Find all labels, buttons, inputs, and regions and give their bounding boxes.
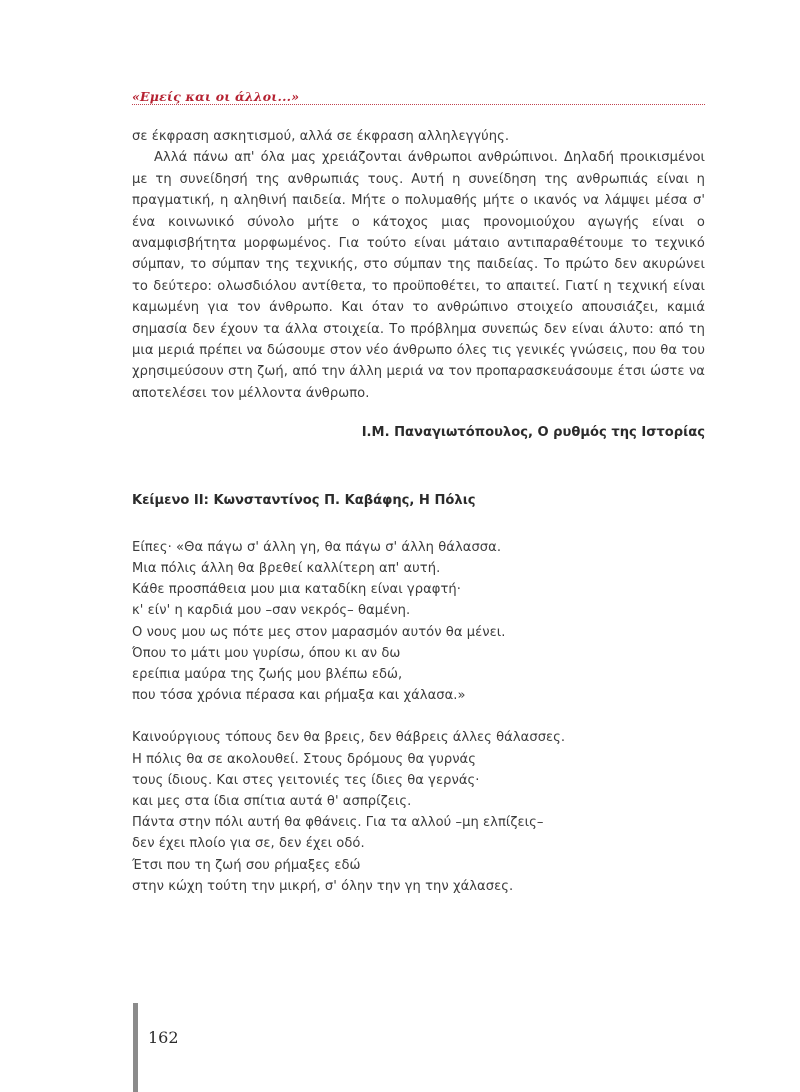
running-head-title: «Εμείς και οι άλλοι...» <box>132 89 300 104</box>
poem-line: ερείπια μαύρα της ζωής μου βλέπω εδώ, <box>132 666 403 682</box>
poem-line: Μια πόλις άλλη θα βρεθεί καλλίτερη απ' αυτή. <box>132 560 441 576</box>
poem-line: τους ίδιους. Και στες γειτονιές τες ίδιες θα γερνάς· <box>132 772 480 788</box>
poem-line: Ο νους μου ως πότε μες στον μαρασμόν αυτόν θα μένει. <box>132 624 506 640</box>
running-head-rule <box>132 104 705 105</box>
poem-line: Η πόλις θα σε ακολουθεί. Στους δρόμους θα γυρνάς <box>132 751 476 767</box>
poem-line: στην κώχη τούτη την μικρή, σ' όλην την γη την χάλασες. <box>132 878 514 894</box>
poem <box>132 537 705 897</box>
page-number: 162 <box>148 1028 179 1047</box>
poem-line: Όπου το μάτι μου γυρίσω, όπου κι αν δω <box>132 645 401 661</box>
text-column <box>132 126 705 897</box>
source-attribution: Ι.Μ. Παναγιωτόπουλος, Ο ρυθμός της Ιστορίας <box>361 425 705 441</box>
poem-line: Κάθε προσπάθεια μου μια καταδίκη είναι γραφτή· <box>132 582 461 598</box>
body-paragraph: σε έκφραση ασκητισμού, αλλά σε έκφραση αλληλεγγύης. <box>132 129 510 144</box>
folio-rule <box>133 1003 138 1092</box>
poem-line: κ' είν' η καρδιά μου –σαν νεκρός– θαμένη. <box>132 603 411 619</box>
poem-stanza <box>132 537 705 707</box>
poem-line: Έτσι που τη ζωή σου ρήμαξες εδώ <box>132 857 361 873</box>
body-paragraph: Αλλά πάνω απ' όλα μας χρειάζονται άνθρωποι ανθρώπινοι. Δηλαδή προικισμένοι με τη συνείδησή της ανθρωπιάς τους. Αυτή η συνείδηση της ανθρωπιάς είναι η πραγματική, η αληθινή παιδεία. Μήτε ο πολυμαθής μήτε ο ικανός να λάμψει μέσα σ' ένα κοινωνικό σύνολο μήτε ο κάτοχος μιας προνομιούχου αγωγής είναι ο αναμφισβήτητα μορφωμένος. Για τούτο είναι μάταιο αντιπαραθέτουμε το τεχνικό σύμπαν, το σύμπαν της τεχνικής, στο σύμπαν της παιδείας. Το πρώτο δεν ακυρώνει το δεύτερο: ολωσδιόλου αντίθετα, το προϋποθέτει, το απαιτεί. Γιατί η τεχνική είναι καμωμένη για τον άνθρωπο. Και όταν το ανθρώπινο στοιχείο απουσιάζει, καμιά σημασία δεν έχουν τα άλλα στοιχεία. Το πρόβλημα συνεπώς δεν είναι άλυτο: από τη μια μεριά πρέπει να δώσουμε στον νέο άνθρωπο όλες τις γενικές γνώσεις, που θα του χρησιμεύσουν στη ζωή, από την άλλη μεριά να τον προπαρασκευάσουμε έτσι ώστε να αποτελέσει τον μέλλοντα άνθρωπο. <box>132 150 705 401</box>
running-head <box>132 86 705 108</box>
poem-line: Είπες· «Θα πάγω σ' άλλη γη, θα πάγω σ' άλλη θάλασσα. <box>132 539 502 555</box>
section-heading: Κείμενο II: Κωνσταντίνος Π. Καβάφης, Η Πόλις <box>132 492 476 508</box>
poem-stanza <box>132 727 705 897</box>
poem-line: δεν έχει πλοίο για σε, δεν έχει οδό. <box>132 836 365 852</box>
poem-line: που τόσα χρόνια πέρασα και ρήμαξα και χάλασα.» <box>132 688 466 704</box>
poem-line: και μες στα ίδια σπίτια αυτά θ' ασπρίζεις. <box>132 793 412 809</box>
poem-line: Πάντα στην πόλι αυτή θα φθάνεις. Για τα αλλού –μη ελπίζεις– <box>132 815 544 831</box>
poem-line: Καινούργιους τόπους δεν θα βρεις, δεν θάβρεις άλλες θάλασσες. <box>132 730 566 746</box>
